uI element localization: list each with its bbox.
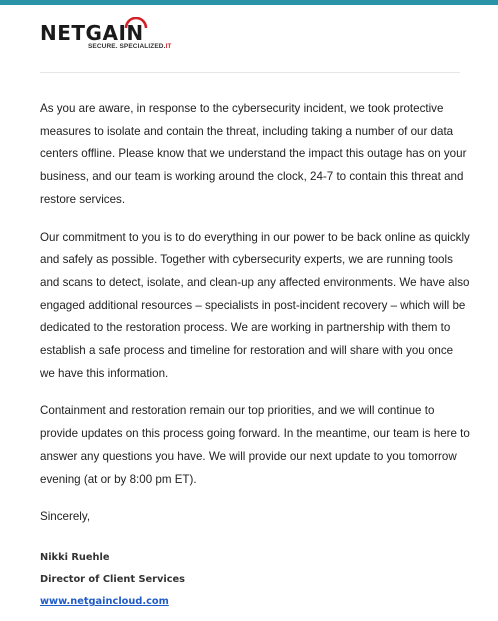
logo-tagline bbox=[88, 43, 171, 50]
top-accent-bar bbox=[0, 0, 498, 5]
signature-title: Director of Client Services bbox=[40, 574, 186, 586]
logo-wordmark: NETGAIN bbox=[40, 21, 144, 45]
letter-paragraph-1: As you are aware, in response to the cybersecurity incident, we took protective measures to isolate and contain the threat, including taking a number of our data centers offline. Please know that we understand the impact this outage has on your business, and our team is working around the clock, 24-7 to contain this threat and restore services. bbox=[40, 102, 467, 206]
header-divider bbox=[40, 72, 460, 73]
logo-tagline-accent: IT bbox=[165, 43, 172, 50]
signature-name: Nikki Ruehle bbox=[40, 552, 110, 564]
letter-paragraph-2: Our commitment to you is to do everything in our power to be back online as quickly and safely as possible. Together with cybersecurity experts, we are running tools and scans to detect, isolate, and clean-up any affected environments. We have also engaged additional resources – specialists in post-incident recovery – which will be dedicated to the restoration process. We are working in partnership with them to establish a safe process and timeline for restoration and will share with you once we have this information. bbox=[40, 230, 470, 380]
letter-body bbox=[40, 98, 470, 613]
logo-tagline-main: SECURE. SPECIALIZED. bbox=[88, 43, 166, 50]
netgain-logo bbox=[40, 23, 172, 53]
letter-paragraph-3: Containment and restoration remain our top priorities, and we will continue to provide updates on this process going forward. In the meantime, our team is here to answer any questions you have. We will provide our next update to you tomorrow evening (at or by 8:00 pm ET). bbox=[40, 404, 470, 486]
letter-closing: Sincerely, bbox=[40, 510, 91, 524]
signature-website-link[interactable]: www.netgaincloud.com bbox=[40, 596, 169, 608]
